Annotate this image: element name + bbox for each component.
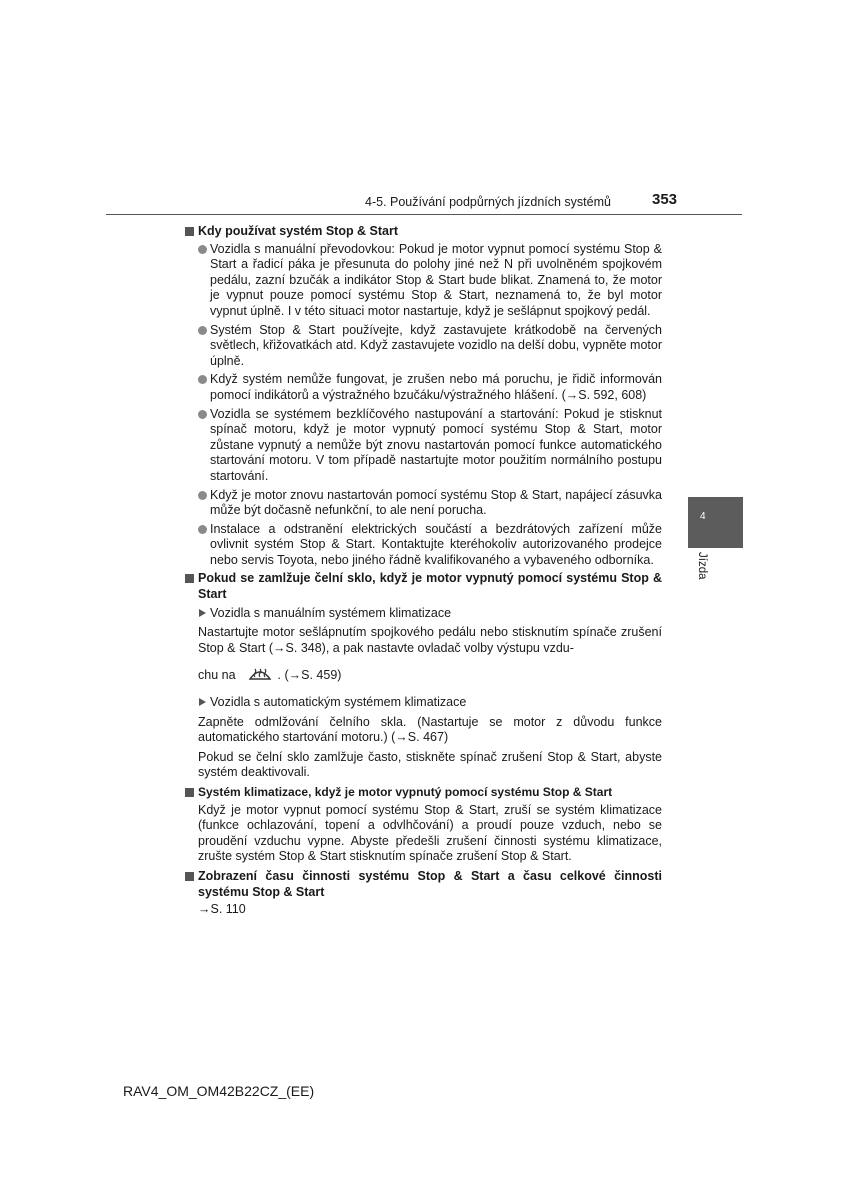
section-when-to-use bbox=[184, 224, 662, 568]
page-reference: →S. 110 bbox=[198, 902, 246, 917]
list-item-text: Vozidla s manuální převodovkou: Pokud je motor vypnut pomocí systému Stop & Start a řadicí páka je přesunuta do polohy jiné než N při uvolněném spojkovém pedálu, zazní bzučák a indikátor Stop & Start bude blikat. Znamená to, že motor je vypnut pouze pomocí systému Stop & Start, neznamená to, že byl motor vypnut úplně. I v této situaci motor nastartuje, když je sešlápnut spojkový pedál. bbox=[210, 241, 662, 318]
triangle-bullet-icon bbox=[199, 609, 206, 617]
list-item bbox=[184, 323, 662, 370]
round-bullet-icon bbox=[198, 410, 207, 419]
chapter-tab-label: Jízda bbox=[696, 552, 708, 580]
square-bullet-icon bbox=[185, 574, 194, 583]
header-rule bbox=[106, 214, 742, 215]
list-item-text: Vozidla se systémem bezklíčového nastupování a startování: Pokud je stisknut spínač motoru, když je motor vypnutý pomocí systému Stop & Start, motor zůstane vypnutý a nemůže být znovu nastartován pomocí funkce automatického startování motoru. V tom případě nastartujte motor použitím normálního postupu startování. bbox=[210, 406, 662, 483]
section-title-text: Zobrazení času činnosti systému Stop & Start a času celkové činnosti systému Stop & Start bbox=[198, 868, 662, 899]
paragraph: Nastartujte motor sešlápnutím spojkového pedálu nebo stisknutím spínače zrušení Stop & Start (→S. 348), a pak nastavte ovladač volby výstupu vzdu- bbox=[198, 625, 662, 655]
round-bullet-icon bbox=[198, 525, 207, 534]
section-title-text: Pokud se zamlžuje čelní sklo, když je motor vypnutý pomocí systému Stop & Start bbox=[198, 571, 662, 602]
icon-line-prefix: chu na bbox=[198, 667, 236, 682]
round-bullet-icon bbox=[198, 491, 207, 500]
section-windshield-fogging bbox=[184, 571, 662, 781]
icon-line-suffix: . (→S. 459) bbox=[277, 667, 342, 682]
list-item-text: Instalace a odstranění elektrických součástí a bezdrátových zařízení může ovlivnit systém Stop & Start. Kontaktujte kteréhokoliv autorizovaného prodejce nebo servis Toyota, nebo jiného řádně kvalifikovaného a vybaveného odborníka. bbox=[210, 521, 662, 567]
sub-heading-manual-ac bbox=[184, 606, 662, 622]
triangle-bullet-icon bbox=[199, 698, 206, 706]
sub-heading-text: Vozidla s automatickým systémem klimatizace bbox=[210, 695, 467, 710]
round-bullet-icon bbox=[198, 326, 207, 335]
section-title bbox=[184, 571, 662, 602]
running-header-title: 4-5. Používání podpůrných jízdních systémů bbox=[365, 195, 611, 209]
paragraph: Když je motor vypnut pomocí systému Stop & Start, zruší se systém klimatizace (funkce ochlazování, topení a odvlhčování) a proudí pouze vzduch, nebo se proudění vzduchu vypne. Abyste předešli zrušení činnosti systému klimatizace, zrušte systém Stop & Start stisknutím spínače zrušení Stop & Start. bbox=[198, 802, 662, 864]
list-item bbox=[184, 407, 662, 485]
section-operation-time-display bbox=[184, 869, 662, 918]
sub-heading-text: Vozidla s manuálním systémem klimatizace bbox=[210, 605, 452, 620]
section-air-conditioning bbox=[184, 785, 662, 865]
list-item-text: Když systém nemůže fungovat, je zrušen nebo má poruchu, je řidič informován pomocí indikátorů a výstražného bzučáku/výstražného hlášení. (→S. 592, 608) bbox=[210, 372, 662, 402]
icon-line bbox=[184, 664, 662, 687]
section-title bbox=[184, 869, 662, 900]
windshield-defroster-icon bbox=[248, 664, 272, 687]
list-item-text: Systém Stop & Start používejte, když zastavujete krátkodobě na červených světlech, křižovatkách atd. Když zastavujete vozidlo na delší dobu, vypněte motor úplně. bbox=[210, 322, 662, 368]
section-title-text: Kdy používat systém Stop & Start bbox=[198, 224, 399, 238]
page-content bbox=[184, 224, 662, 922]
square-bullet-icon bbox=[185, 788, 194, 797]
page-number: 353 bbox=[652, 191, 678, 208]
list-item bbox=[184, 488, 662, 519]
chapter-tab bbox=[688, 497, 743, 548]
paragraph: Pokud se čelní sklo zamlžuje často, stiskněte spínač zrušení Stop & Start, abyste systém deaktivovali. bbox=[198, 749, 662, 780]
list-item bbox=[184, 372, 662, 403]
chapter-tab-number: 4 bbox=[700, 511, 706, 522]
list-item-text: Když je motor znovu nastartován pomocí systému Stop & Start, napájecí zásuvka může být dočasně nefunkční, to ale není porucha. bbox=[210, 487, 662, 518]
list-item bbox=[184, 522, 662, 569]
round-bullet-icon bbox=[198, 245, 207, 254]
section-title bbox=[184, 224, 662, 240]
section-title-text: Systém klimatizace, když je motor vypnutý pomocí systému Stop & Start bbox=[198, 785, 613, 799]
square-bullet-icon bbox=[185, 872, 194, 881]
round-bullet-icon bbox=[198, 375, 207, 384]
footer-document-code: RAV4_OM_OM42B22CZ_(EE) bbox=[123, 1083, 315, 1099]
section-title bbox=[184, 785, 662, 801]
sub-heading-automatic-ac bbox=[184, 695, 662, 711]
paragraph: Zapněte odmlžování čelního skla. (Nastartuje se motor z důvodu funkce automatického startování motoru.) (→S. 467) bbox=[198, 714, 662, 745]
square-bullet-icon bbox=[185, 227, 194, 236]
list-item bbox=[184, 242, 662, 320]
